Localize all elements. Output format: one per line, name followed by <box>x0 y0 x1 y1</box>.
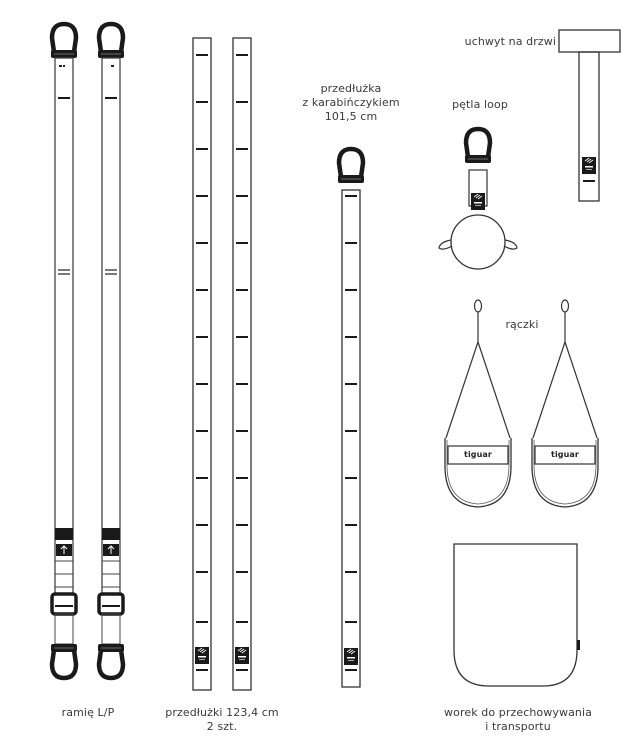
label-bag-line1: worek do przechowywania <box>444 706 592 719</box>
label-bag-line2: i transportu <box>485 720 551 733</box>
label-loop: pętla loop <box>452 98 508 111</box>
label-extension-carabiner-line2: z karabińczykiem <box>302 96 400 109</box>
label-extensions-line1: przedłużki 123,4 cm <box>165 706 279 719</box>
label-extensions-line2: 2 szt. <box>206 720 238 733</box>
handle-right-logo: tiguar <box>551 450 579 459</box>
label-extension-carabiner-line1: przedłużka <box>320 82 382 95</box>
extension-strap-2 <box>233 38 251 690</box>
extension-straps <box>193 38 251 690</box>
label-arms: ramię L/P <box>61 706 115 719</box>
door-anchor <box>559 30 620 201</box>
arm-strap-right <box>98 24 124 678</box>
arm-strap-left <box>51 24 77 678</box>
extension-strap-1 <box>193 38 211 690</box>
label-handles: rączki <box>505 318 539 331</box>
loop-strap <box>439 129 517 269</box>
handle-left-logo: tiguar <box>464 450 492 459</box>
extension-with-carabiner <box>338 149 364 687</box>
label-door-anchor: uchwyt na drzwi <box>464 35 556 48</box>
arm-straps <box>51 24 124 678</box>
storage-bag <box>454 544 580 686</box>
label-extension-carabiner-line3: 101,5 cm <box>324 110 378 123</box>
